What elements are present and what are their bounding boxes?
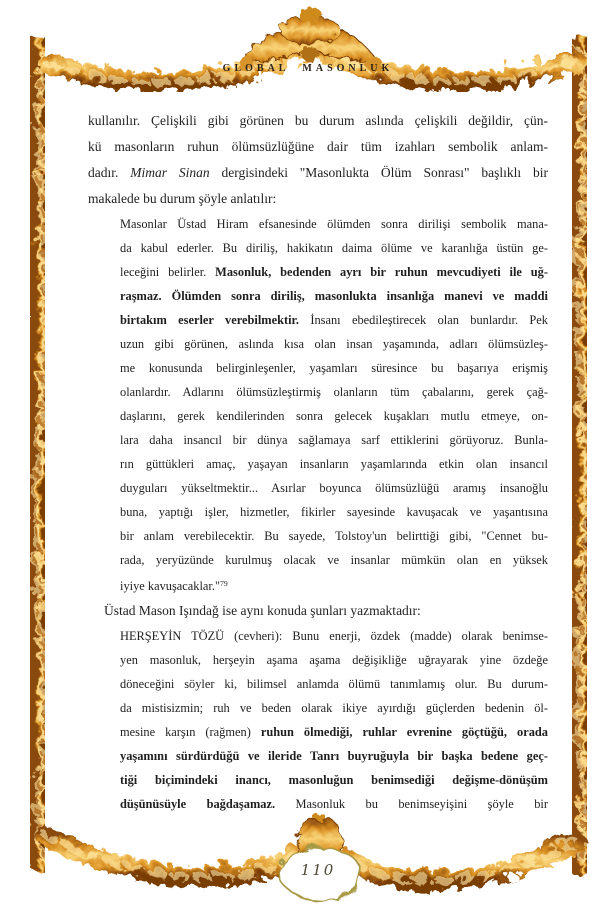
text-line: me konusunda belirginleşenler, yaşamları süresince bu başarıya erişmiş: [120, 361, 548, 375]
text-line: da kabul ederler. Bu diriliş, hakikatın daima ölüme ve karanlığa üstün ge-: [120, 241, 548, 255]
text-line: buna, yaptığı işler, hizmetler, fikirler sayesinde kavuşacak ve yaşantısına: [120, 505, 548, 519]
text-line: da mistisizmin; ruh ve beden olarak ikiye ayırdığı güçlerden bedenin öl-: [120, 700, 548, 715]
text-line: lara daha insancıl bir dünya sağlamaya sarf ettiklerini görüyoruz. Bunla-: [120, 433, 548, 447]
text-line: birtakım eserler verebilmektir. İnsanı ebedileştirecek olan bunlardır. Pek: [120, 313, 548, 327]
text-line: döneceğini söyler ki, bilimsel anlamda ölümü tanımlamış olur. Bu durum-: [120, 676, 548, 691]
text-line: rada, yeryüzünde kurulmuş olacak ve insanlar mümkün olan en yüksek: [120, 553, 548, 567]
text-line: rın güttükleri amaç, yaşayan insanların yaşamlarında etkin olan insancıl: [120, 457, 548, 471]
text-line: kü masonların ruhun ölümsüzlüğüne dair tüm izahları sembolik anlam-: [88, 139, 548, 154]
text-line: leceğini belirler. Masonluk, bedenden ayrı bir ruhun mevcudiyeti ile uğ-: [120, 265, 548, 279]
paragraph: [120, 624, 548, 816]
text-line: Üstad Mason Işındağ ise aynı konuda şunları yazmaktadır:: [104, 602, 421, 618]
text-line: Masonlar Üstad Hiram efsanesinde ölümden sonra dirilişi sembolik mana-: [120, 217, 548, 231]
text-line: iyiye kavuşacaklar."$^{79}$: [120, 578, 228, 593]
text-line: düşünüsüyle bağdaşamaz. Masonluk bu benimseyişini şöyle bir: [120, 796, 548, 811]
text-line: tiği biçimindeki inancı, masonluğun benimsediği değişme-dönüşüm: [120, 772, 548, 787]
text-line: bir anlam verebilecektir. Bu sayede, Tolstoy'un belirttiği gibi, "Cennet bu-: [120, 529, 548, 543]
text-line: duyguları yükseltmektir... Asırlar boyunca ölümsüzlüğü aramış insanoğlu: [120, 481, 548, 495]
page-number: 110: [300, 861, 336, 879]
text-line: raşmaz. Ölümden sonra diriliş, masonlukta insanlığa manevi ve maddi: [120, 289, 548, 303]
running-header: GLOBAL MASONLUK: [222, 63, 394, 74]
text-line: mesine karşın (rağmen) ruhun ölmediği, ruhlar evrenine göçtüğü, orada: [120, 724, 548, 739]
text-line: uzun gibi görünen, aslında kısa olan insan yaşamında, adları ölümsüzleş-: [120, 337, 548, 351]
left-garland-column: [33, 52, 41, 852]
paragraph: [120, 212, 548, 598]
paragraph: [88, 108, 548, 212]
text-column: [88, 108, 548, 816]
paragraph: [88, 598, 548, 624]
text-line: dadır. Mimar Sinan dergisindeki "Masonlukta Ölüm Sonrası" başlıklı bir: [88, 165, 548, 180]
text-line: kullanılır. Çelişkili gibi görünen bu durum aslında çelişkili değildir, çün-: [88, 113, 548, 128]
text-line: yen masonluk, herşeyin aşama aşama değişikliğe uğrayarak yine özdeğe: [120, 652, 548, 667]
text-line: HERŞEYİN TÖZÜ (cevheri): Bunu enerji, özdek (madde) olarak benimse-: [120, 628, 548, 643]
text-line: makalede bu durum şöyle anlatılır:: [88, 191, 277, 206]
text-line: daşlarını, gerek kendilerinden sonra gelecek kuşakları mutlu etmeye, on-: [120, 409, 548, 423]
right-garland-column: [575, 50, 583, 854]
text-line: yaşamını sürdürdüğü ve ileride Tanrı buyruğuyla bir başka bedene geç-: [120, 748, 548, 763]
text-line: olanlardır. Adlarını ölümsüzleştirmiş olanların tüm çabalarını, gerek çağ-: [120, 385, 548, 399]
